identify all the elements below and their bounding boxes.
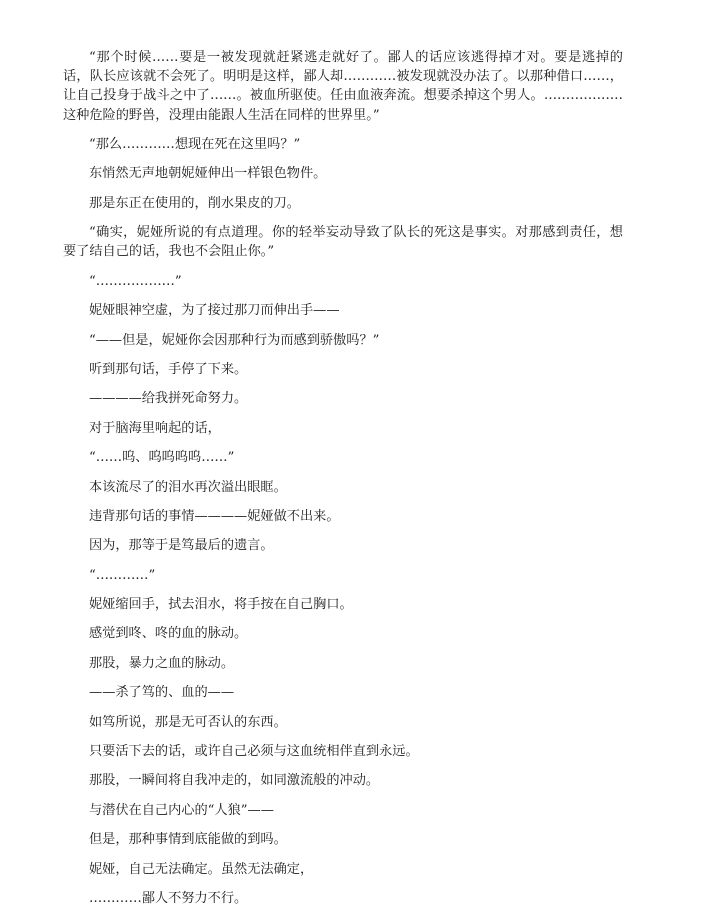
paragraph: 如笃所说，那是无可否认的东西。 xyxy=(89,714,287,730)
paragraph: “那么…………想现在死在这里吗？” xyxy=(89,137,301,152)
paragraph: “确实，妮娅所说的有点道理。你的轻举妄动导致了队长的死这是事实。对那感到责任，想要了结自己的话，我也不会阻止你。” xyxy=(63,225,623,260)
paragraph: 妮娅眼神空虚，为了接过那刀而伸出手—— xyxy=(89,303,340,319)
paragraph: 那是东正在使用的，削水果皮的刀。 xyxy=(89,195,300,211)
paragraph: 妮娅缩回手，拭去泪水，将手按在自己胸口。 xyxy=(89,597,353,613)
paragraph: 听到那句话，手停了下来。 xyxy=(89,361,248,377)
paragraph: 东悄然无声地朝妮娅伸出一样银色物件。 xyxy=(89,166,327,182)
paragraph: 那股，一瞬间将自我冲走的，如同激流般的冲动。 xyxy=(89,773,380,789)
paragraph: 本该流尽了的泪水再次溢出眼眶。 xyxy=(89,479,287,495)
paragraph: 对于脑海里响起的话， xyxy=(89,420,221,436)
paragraph: “——但是，妮娅你会因那种行为而感到骄傲吗？” xyxy=(89,332,380,348)
document-page xyxy=(63,48,623,918)
paragraph: 与潜伏在自己内心的“人狼”—— xyxy=(89,802,274,818)
paragraph: “……呜、呜呜呜呜……” xyxy=(89,450,235,466)
paragraph: 违背那句话的事情————妮娅做不出来。 xyxy=(89,508,340,524)
paragraph: ————给我拼死命努力。 xyxy=(89,391,248,407)
paragraph: 那股，暴力之血的脉动。 xyxy=(89,655,235,671)
paragraph: “…………” xyxy=(89,567,156,583)
paragraph: 但是，那种事情到底能做的到吗。 xyxy=(89,832,287,848)
paragraph: 只要活下去的话，或许自己必须与这血统相伴直到永远。 xyxy=(89,744,419,760)
paragraph: 感觉到咚、咚的血的脉动。 xyxy=(89,626,248,642)
paragraph: “那个时候……要是一被发现就赶紧逃走就好了。鄙人的话应该逃得掉才对。要是逃掉的话，队长应该就不会死了。明明是这样，鄙人却…………被发现就没办法了。以那种借口……，让自己投身于战斗之中了……。被血所驱使。任由血液奔流。想要杀掉这个男人。………………这种危险的野兽，没理由能跟人生活在同样的世界里。” xyxy=(63,50,623,123)
paragraph: …………鄙人不努力不行。 xyxy=(89,890,248,906)
paragraph: “………………” xyxy=(89,273,182,289)
paragraph: 因为，那等于是笃最后的遗言。 xyxy=(89,538,274,554)
paragraph: 妮娅，自己无法确定。虽然无法确定， xyxy=(89,861,314,877)
paragraph: ——杀了笃的、血的—— xyxy=(89,685,235,701)
